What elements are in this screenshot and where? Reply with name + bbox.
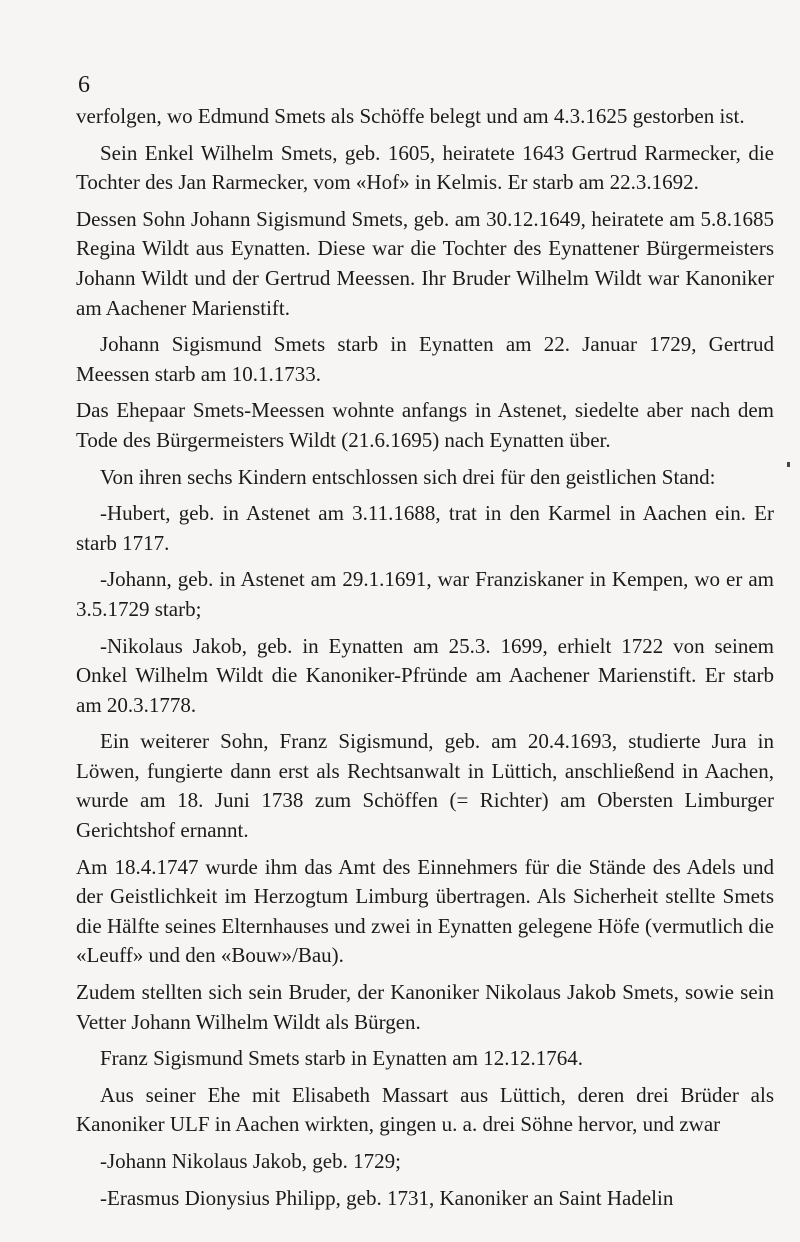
list-item: -Hubert, geb. in Astenet am 3.11.1688, trat in den Karmel in Aachen ein. Er starb 1717.	[76, 501, 774, 555]
paragraph: Franz Sigismund Smets starb in Eynatten am 12.12.1764.	[100, 1046, 583, 1071]
margin-mark	[787, 462, 790, 467]
paragraph: Von ihren sechs Kindern entschlossen sich drei für den geistlichen Stand:	[100, 464, 716, 489]
paragraph: verfolgen, wo Edmund Smets als Schöffe belegt und am 4.3.1625 gestorben ist.	[76, 104, 745, 128]
paragraph: Sein Enkel Wilhelm Smets, geb. 1605, heiratete 1643 Gertrud Rarmecker, die Tochter des Jan Rarmecker, vom «Hof» in Kelmis. Er starb am 22.3.1692.	[76, 140, 774, 195]
paragraph: Das Ehepaar Smets-Meessen wohnte anfangs in Astenet, siedelte aber nach dem Tode des Bürgermeisters Wildt (21.6.1695) nach Eynatten über.	[76, 398, 774, 452]
paragraph: Ein weiterer Sohn, Franz Sigismund, geb. am 20.4.1693, studierte Jura in Löwen, fungierte dann erst als Rechtsanwalt in Lüttich, anschließend in Aachen, wurde am 18. Juni 1738 zum Schöffen (= Richter) am Obersten Limburger Gerichtshof ernannt.	[76, 729, 774, 843]
paragraph: Aus seiner Ehe mit Elisabeth Massart aus Lüttich, deren drei Brüder als Kanoniker ULF in Aachen wirkten, gingen u. a. drei Söhne hervor, und zwar	[76, 1082, 774, 1137]
page-text	[76, 70, 774, 1220]
paragraph: Am 18.4.1747 wurde ihm das Amt des Einnehmers für die Stände des Adels und der Geistlichkeit im Herzogtum Limburg übertragen. Als Sicherheit stellte Smets die Hälfte seines Elternhauses und zwei in Eynatten gelegene Höfe (vermutlich die «Leuff» und den «Bouw»/Bau).	[76, 854, 774, 968]
list-item: -Nikolaus Jakob, geb. in Eynatten am 25.3. 1699, erhielt 1722 von seinem Onkel Wilhelm Wildt die Kanoniker-Pfründe am Aachener Marienstift. Er starb am 20.3.1778.	[76, 633, 774, 717]
list-item: -Johann Nikolaus Jakob, geb. 1729;	[100, 1149, 401, 1173]
paragraph: Johann Sigismund Smets starb in Eynatten am 22. Januar 1729, Gertrud Meessen starb am 10.1.1733.	[76, 332, 774, 386]
paragraph: Zudem stellten sich sein Bruder, der Kanoniker Nikolaus Jakob Smets, sowie sein Vetter Johann Wilhelm Wildt als Bürgen.	[76, 980, 774, 1034]
list-item: -Johann, geb. in Astenet am 29.1.1691, war Franziskaner in Kempen, wo er am 3.5.1729 starb;	[76, 567, 774, 621]
paragraph: Dessen Sohn Johann Sigismund Smets, geb. am 30.12.1649, heiratete am 5.8.1685 Regina Wildt aus Eynatten. Diese war die Tochter des Eynattener Bürgermeisters Johann Wildt und der Gertrud Meessen. Ihr Bruder Wilhelm Wildt war Kanoniker am Aachener Marienstift.	[76, 206, 774, 320]
list-item: -Erasmus Dionysius Philipp, geb. 1731, Kanoniker an Saint Hadelin	[100, 1185, 674, 1210]
page-number: 6	[78, 72, 90, 98]
